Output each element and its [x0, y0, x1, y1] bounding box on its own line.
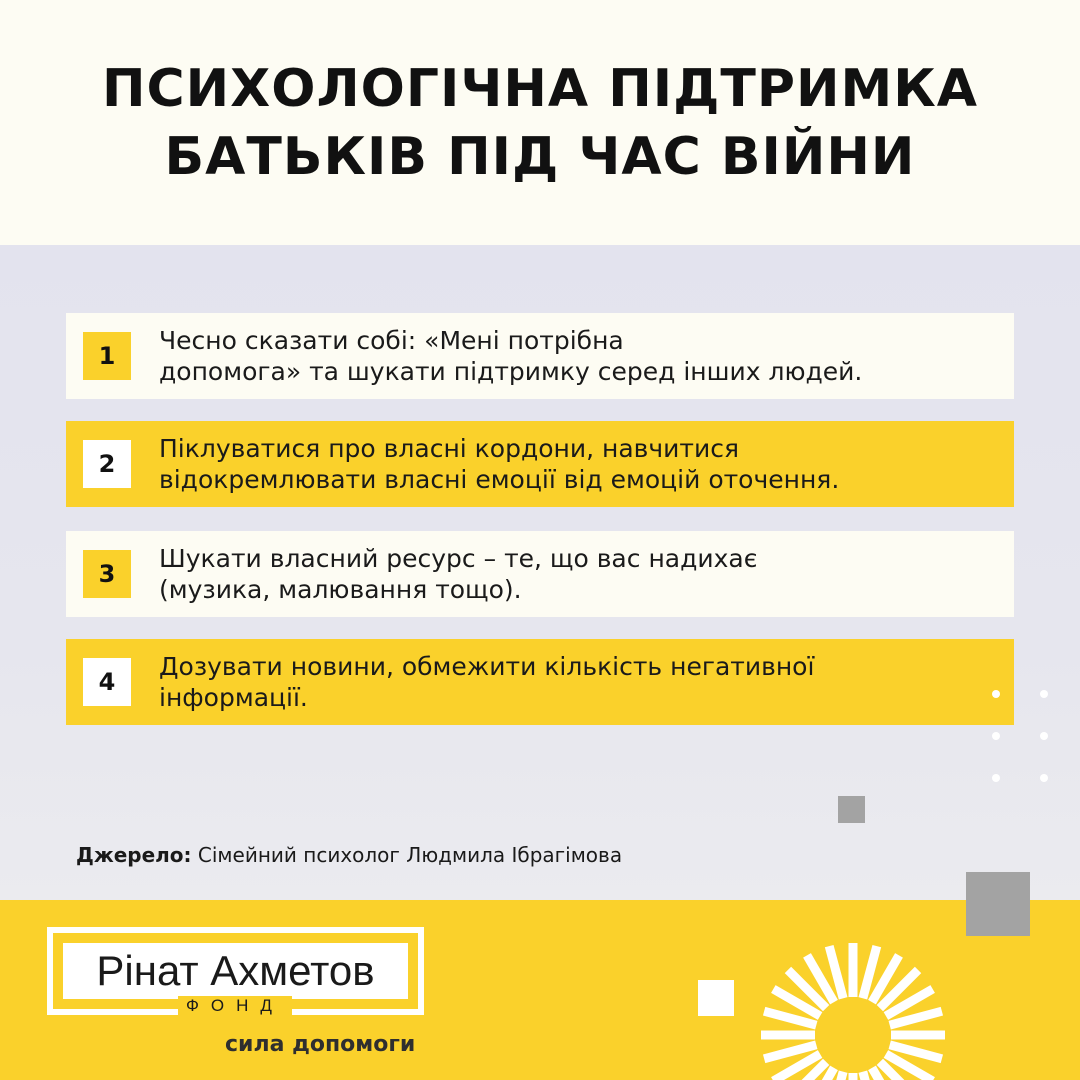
item-text	[159, 651, 999, 713]
list-item	[66, 639, 1014, 725]
item-number-badge: 1	[83, 332, 131, 380]
item-number-badge: 3	[83, 550, 131, 598]
logo-name: Рінат Ахметов	[96, 947, 375, 994]
decorative-dot	[992, 690, 1000, 698]
list-item	[66, 313, 1014, 399]
item-text	[159, 433, 999, 495]
source-text: Сімейний психолог Людмила Ібрагімова	[191, 843, 623, 867]
footer	[0, 900, 1080, 1080]
list-item	[66, 421, 1014, 507]
item-text-line: Дозувати новини, обмежити кількість негативної	[159, 652, 815, 681]
header	[0, 0, 1080, 245]
item-text-line: Шукати власний ресурс – те, що вас надихає	[159, 544, 758, 573]
item-text-line: допомога» та шукати підтримку серед інших людей.	[159, 357, 863, 386]
decorative-dot	[992, 732, 1000, 740]
logo-subtitle: ФОНД	[178, 996, 292, 1016]
item-text	[159, 543, 999, 605]
logo-panel	[63, 943, 408, 999]
item-text	[159, 325, 999, 387]
source-citation	[76, 843, 622, 867]
decorative-dot	[1040, 690, 1048, 698]
item-text-line: Чесно сказати собі: «Мені потрібна	[159, 326, 624, 355]
decorative-square	[838, 796, 865, 823]
page-title	[102, 55, 978, 191]
title-line-2: БАТЬКІВ ПІД ЧАС ВІЙНИ	[164, 126, 916, 187]
source-label: Джерело:	[76, 843, 192, 867]
item-text-line: відокремлювати власні емоції від емоцій оточення.	[159, 465, 840, 494]
item-number-badge: 4	[83, 658, 131, 706]
item-text-line: Піклуватися про власні кордони, навчитися	[159, 434, 740, 463]
tagline: сила допомоги	[225, 1032, 416, 1057]
decorative-square	[698, 980, 734, 1016]
decorative-dot	[1040, 732, 1048, 740]
sun-rays-icon	[758, 940, 948, 1080]
list-item	[66, 531, 1014, 617]
decorative-dot	[992, 774, 1000, 782]
title-line-1: ПСИХОЛОГІЧНА ПІДТРИМКА	[101, 58, 979, 119]
decorative-dot	[1040, 774, 1048, 782]
decorative-square	[966, 872, 1030, 936]
content-area	[0, 245, 1080, 900]
item-text-line: (музика, малювання тощо).	[159, 575, 522, 604]
item-number-badge: 2	[83, 440, 131, 488]
item-text-line: інформації.	[159, 683, 308, 712]
